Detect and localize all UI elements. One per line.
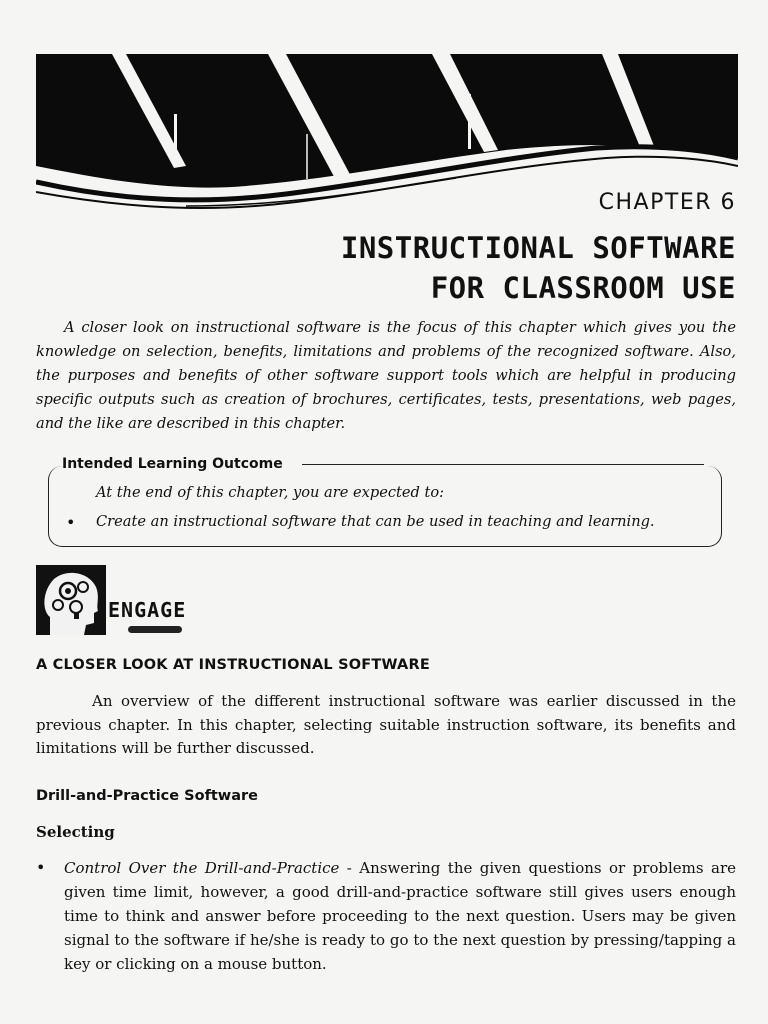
bullet-body: - Answering the given questions or problems are given time limit, however, a good drill-and-practice software still gives users enough time to think and answer before proceeding to the next question. Users may be given signal to the software if he/she is ready to go to the next question by pressing/tapping a key or clicking on a mouse button. xyxy=(64,859,736,973)
subsubsection-heading: Selecting xyxy=(36,823,115,841)
learning-outcome-heading: Intended Learning Outcome xyxy=(62,456,283,472)
section-heading: A CLOSER LOOK AT INSTRUCTIONAL SOFTWARE xyxy=(36,657,430,673)
learning-outcome-box xyxy=(48,466,722,547)
subsection-heading: Drill-and-Practice Software xyxy=(36,788,258,804)
head-gears-icon xyxy=(36,565,106,635)
learning-outcome-lead: At the end of this chapter, you are expected to: xyxy=(96,484,445,501)
bullet-icon: • xyxy=(36,858,46,877)
bullet-lead: Control Over the Drill-and-Practice xyxy=(64,859,340,877)
bullet-paragraph xyxy=(64,856,736,976)
engage-underline xyxy=(128,626,182,633)
chapter-number: CHAPTER 6 xyxy=(598,190,736,215)
chapter-title-line-1: INSTRUCTIONAL SOFTWARE xyxy=(340,231,736,265)
learning-outcome-item: Create an instructional software that can be used in teaching and learning. xyxy=(96,513,655,530)
engage-label: ENGAGE xyxy=(108,598,187,622)
chapter-title xyxy=(236,228,736,308)
bullet-icon: • xyxy=(66,513,76,532)
chapter-intro: A closer look on instructional software is the focus of this chapter which gives you the knowledge on selection, benefits, limitations and problems of the recognized software. Also, the purposes and benefits of other software support tools which are helpful in producing specific outputs such as creation of brochures, certificates, tests, presentations, web pages, and the like are described in this chapter. xyxy=(36,319,736,432)
learning-outcome-rule xyxy=(302,464,704,465)
chapter-title-line-2: FOR CLASSROOM USE xyxy=(430,271,736,305)
section-paragraph: An overview of the different instructional software was earlier discussed in the previous chapter. In this chapter, selecting suitable instruction software, its benefits and limitations will be further discussed. xyxy=(36,692,736,757)
